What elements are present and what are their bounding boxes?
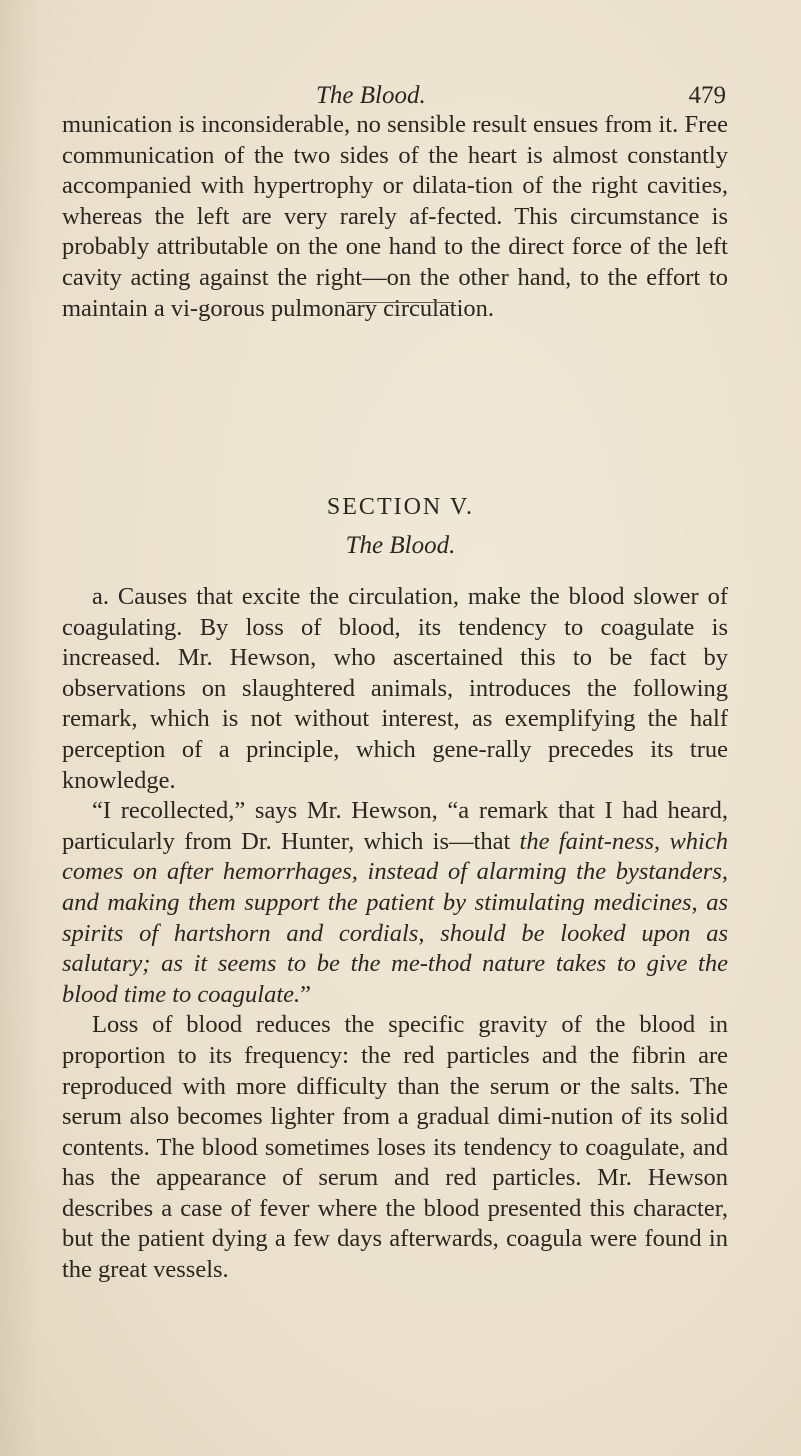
running-title: The Blood.	[316, 82, 426, 109]
continuation-paragraph: munication is inconsiderable, no sensible result ensues from it. Free communication of the two sides of the heart is almost constantly accompanied with hypertrophy or dilata-tion of the right cavities, whereas the left are very rarely af-fected. This circumstance is probably attributable on the one hand to the direct force of the left cavity acting against the right—on the other hand, to the effort to maintain a vi-gorous pulmonary circulation.	[62, 111, 728, 322]
paragraph-hewson-quote	[62, 796, 728, 1010]
section-heading: SECTION V.	[326, 494, 475, 520]
quote-close: ”	[300, 980, 312, 1008]
continuation-text	[62, 110, 728, 324]
quote-lead: “I recollected,” says Mr. Hewson, “a remark that I had heard, particularly from Dr. Hunter, which is—that	[62, 797, 728, 855]
section-subheading: The Blood.	[345, 532, 456, 559]
paragraph-loss-of-blood: Loss of blood reduces the specific gravity of the blood in proportion to its frequency: the red particles and the fibrin are reproduced with more difficulty than the serum or the salts. The serum also becomes lighter from a gradual dimi-nution of its solid contents. The blood sometimes loses its tendency to coagulate, and has the appearance of serum and red particles. Mr. Hewson describes a case of fever where the blood presented this character, but the patient dying a few days afterwards, coagula were found in the great vessels.	[62, 1011, 728, 1284]
section-body	[62, 582, 728, 1286]
paragraph-causes: a. Causes that excite the circulation, make the blood slower of coagulating. By loss of blood, its tendency to coagulate is increased. Mr. Hewson, who ascertained this to be fact by observations on slaughtered animals, introduces the following remark, which is not without interest, as exemplifying the half perception of a principle, which gene-rally precedes its true knowledge.	[62, 583, 728, 794]
section-divider	[346, 302, 454, 303]
quote-italic: the faint-ness, which comes on after hemorrhages, instead of alarming the bystanders, and making them support the patient by stimulating medicines, as spirits of hartshorn and cordials, should be looked upon as salutary; as it seems to be the me-thod nature takes to give the blood time to coagulate.	[62, 827, 728, 1008]
page-number: 479	[688, 82, 726, 109]
